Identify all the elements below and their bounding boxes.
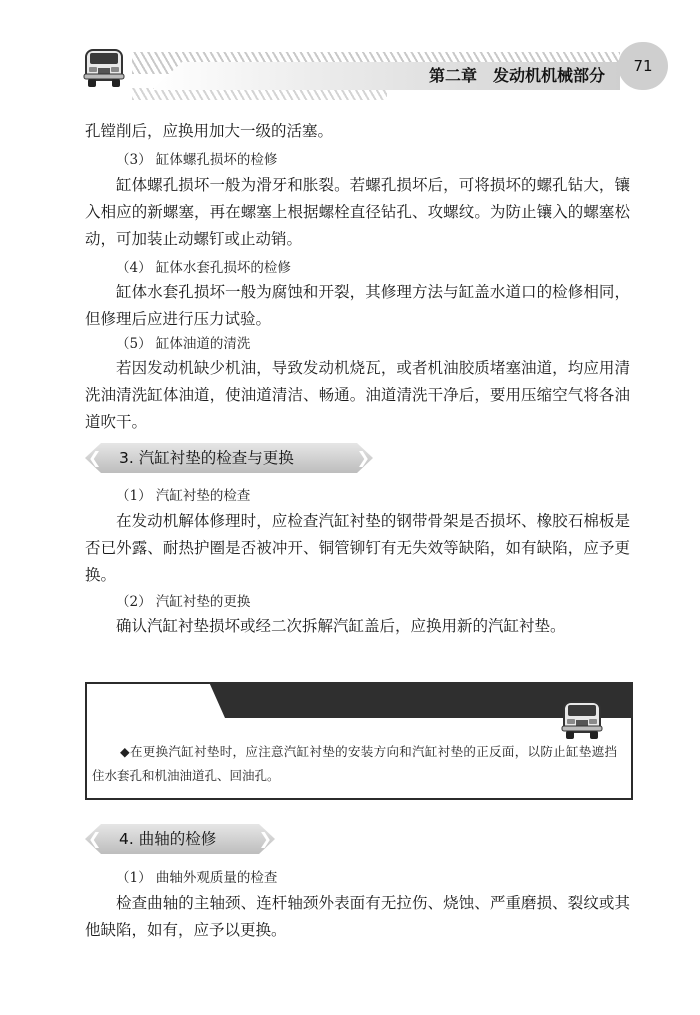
chevron-left-icon: ❮ xyxy=(88,829,102,848)
car-front-icon xyxy=(556,696,608,742)
subheading-4: （4） 缸体水套孔损坏的检修 xyxy=(116,260,291,276)
paragraph-1: 孔镗削后，应换用加大一级的活塞。 xyxy=(85,122,334,140)
section-3-title: 3. 汽缸衬垫的检查与更换 xyxy=(119,449,294,467)
page-number: 71 xyxy=(618,42,668,90)
paragraph-3: 缸体水套孔损坏一般为腐蚀和开裂，其修理方法与缸盖水道口的检修相同，但修理后应进行压力试验。 xyxy=(85,283,630,328)
car-front-icon xyxy=(80,44,128,90)
subheading-5: （5） 缸体油道的清洗 xyxy=(116,336,251,352)
section-3-subheading-2: （2） 汽缸衬垫的更换 xyxy=(116,594,251,610)
chevron-right-icon: ❯ xyxy=(356,448,370,467)
section-3-subheading-1: （1） 汽缸衬垫的检查 xyxy=(116,488,251,504)
section-4-subheading-1: （1） 曲轴外观质量的检查 xyxy=(116,870,278,886)
repair-tip-text: ◆在更换汽缸衬垫时，应注意汽缸衬垫的安装方向和汽缸衬垫的正反面，以防止缸垫遮挡住水套孔和机油油道孔、回油孔。 xyxy=(92,744,617,783)
section-3-paragraph-2: 确认汽缸衬垫损坏或经二次拆解汽缸盖后，应换用新的汽缸衬垫。 xyxy=(116,617,566,635)
section-4-paragraph-1: 检查曲轴的主轴颈、连杆轴颈外表面有无拉伤、烧蚀、严重磨损、裂纹或其他缺陷，如有，应予以更换。 xyxy=(85,894,630,939)
paragraph-4: 若因发动机缺少机油，导致发动机烧瓦，或者机油胶质堵塞油道，均应用清洗油清洗缸体油道，使油道清洁、畅通。油道清洗干净后，要用压缩空气将各油道吹干。 xyxy=(85,359,630,431)
chevron-right-icon: ❯ xyxy=(258,829,272,848)
repair-tip-title: 维修提示 xyxy=(100,690,168,710)
section-4-title: 4. 曲轴的检修 xyxy=(119,830,217,848)
section-3-paragraph-1: 在发动机解体修理时，应检查汽缸衬垫的钢带骨架是否损坏、橡胶石棉板是否已外露、耐热护圈是否被冲开、铜管铆钉有无失效等缺陷，如有缺陷，应予更换。 xyxy=(85,512,630,584)
chapter-title: 第二章 发动机机械部分 xyxy=(428,66,605,85)
section-3-banner xyxy=(85,443,373,473)
chevron-left-icon: ❮ xyxy=(88,448,102,467)
section-4-banner xyxy=(85,824,275,854)
paragraph-2: 缸体螺孔损坏一般为滑牙和胀裂。若螺孔损坏后，可将损坏的螺孔钻大，镶入相应的新螺塞，再在螺塞上根据螺栓直径钻孔、攻螺纹。为防止镶入的螺塞松动，可加装止动螺钉或止动销。 xyxy=(85,176,630,248)
subheading-3: （3） 缸体螺孔损坏的检修 xyxy=(116,152,278,168)
